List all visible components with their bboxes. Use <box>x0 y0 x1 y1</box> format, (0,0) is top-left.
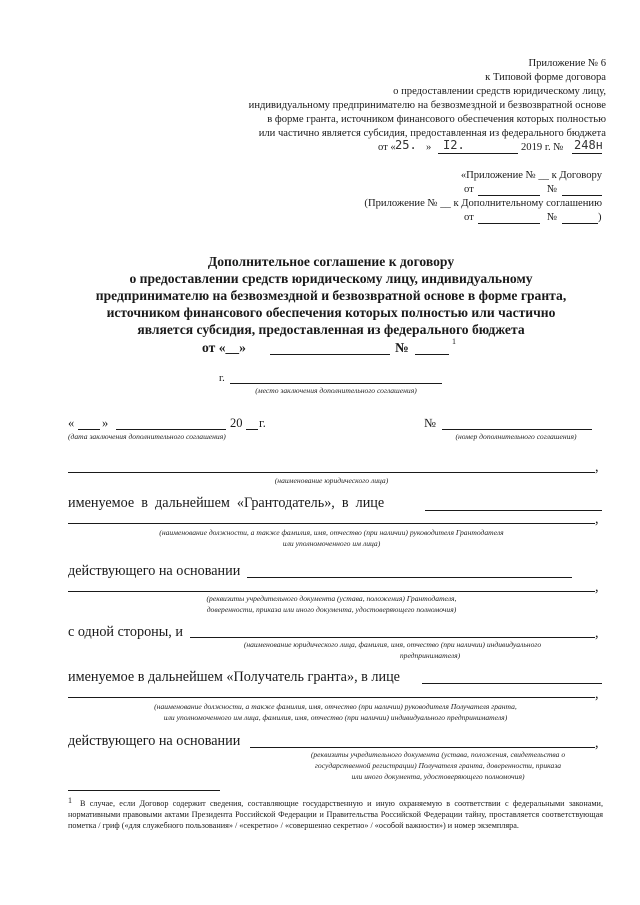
appendix-header-line: или частично является субсидия, предоставленная из федерального бюджета <box>258 128 606 139</box>
recipient-field[interactable] <box>190 637 595 638</box>
title-line: предпринимателю на безвозмездной и безвозвратной основе в форме гранта, <box>95 288 567 303</box>
footnote-separator <box>68 790 220 791</box>
place-caption: (место заключения дополнительного соглашения) <box>255 386 417 395</box>
one-side-label: с одной стороны, и <box>68 624 183 640</box>
order-date-mid: » <box>426 142 432 153</box>
grantor-rep-caption: или уполномоченного им лица) <box>282 539 381 548</box>
footnote-mark: 1 <box>68 796 72 805</box>
grantor-basis-inline-field[interactable] <box>247 577 572 578</box>
appendix-header-line: к Типовой форме договора <box>485 72 606 83</box>
date-day-field[interactable] <box>78 429 100 430</box>
appendix-number: Приложение № 6 <box>528 58 606 69</box>
contract-ref-number-label: № <box>547 184 558 195</box>
order-date-prefix: от « <box>378 142 396 153</box>
date-close-quote: » <box>102 416 109 430</box>
title-date-prefix: от «__» <box>202 340 246 355</box>
legal-entity-caption: (наименование юридического лица) <box>274 476 389 485</box>
contract-ref-date-field[interactable] <box>478 195 540 196</box>
order-date-year: 2019 г. № <box>521 142 564 153</box>
order-number: 248н <box>574 138 603 152</box>
title-number-label: № <box>395 340 409 355</box>
recipient-rep-caption: (наименование должности, а также фамилия, имя, отчество (при наличии) руководителя Получателя гранта, <box>154 702 517 711</box>
order-date-underline <box>438 153 518 154</box>
title-number-field[interactable] <box>415 354 449 355</box>
title-line: Дополнительное соглашение к договору <box>207 254 455 269</box>
footnote-reference: 1 <box>452 337 456 346</box>
order-number-underline <box>572 153 602 154</box>
agreement-number-field[interactable] <box>442 429 592 430</box>
recipient-docs-caption: или иного документа, удостоверяющего полномочия) <box>351 772 525 781</box>
agreement-number-caption: (номер дополнительного соглашения) <box>455 432 577 441</box>
recipient-docs-caption: (реквизиты учредительного документа (устава, положения, свидетельства о <box>310 750 566 759</box>
title-line: о предоставлении средств юридическому лицу, индивидуальному <box>129 271 533 286</box>
grantor-docs-caption: (реквизиты учредительного документа (устава, положения) Грантодателя, <box>206 594 457 603</box>
title-line: является субсидия, предоставленная из федерального бюджета <box>137 322 525 337</box>
comma: , <box>595 686 599 702</box>
appendix-header-line: в форме гранта, источником финансового обеспечения которых полностью <box>267 114 606 125</box>
recipient-caption: (наименование юридического лица, фамилия, имя, отчество (при наличии) индивидуального <box>243 640 542 649</box>
recipient-basis-field[interactable] <box>250 747 595 748</box>
comma: , <box>595 625 599 641</box>
title-line: источником финансового обеспечения которых полностью или частично <box>106 305 556 320</box>
order-date-day: 25. <box>395 138 417 152</box>
comma: , <box>595 511 599 527</box>
place-prefix: г. <box>219 373 225 384</box>
supplementary-ref-number-field[interactable] <box>562 223 598 224</box>
comma: , <box>595 579 599 595</box>
recipient-text: именуемое в дальнейшем «Получатель гранта», в лице <box>68 669 400 685</box>
contract-ref-number-field[interactable] <box>562 195 602 196</box>
date-year-suffix: г. <box>259 416 266 430</box>
acting-basis-label: действующего на основании <box>68 563 241 579</box>
title-date-field[interactable] <box>270 354 390 355</box>
date-open-quote: « <box>68 416 75 430</box>
recipient-rep-inline-field[interactable] <box>422 683 602 684</box>
date-year-field[interactable] <box>246 429 258 430</box>
order-date-month: I2. <box>443 138 465 152</box>
supplementary-ref-date-field[interactable] <box>478 223 540 224</box>
grantor-basis-field[interactable] <box>68 591 595 592</box>
legal-entity-field[interactable] <box>68 472 595 473</box>
supplementary-ref-close: ) <box>598 212 602 223</box>
place-field[interactable] <box>230 383 442 384</box>
recipient-rep-caption: или уполномоченного им лица, фамилия, имя, отчество (при наличии) индивидуального предпринимателя) <box>163 713 508 722</box>
recipient-rep-field[interactable] <box>68 697 595 698</box>
grantor-rep-caption: (наименование должности, а также фамилия, имя, отчество (при наличии) руководителя Грантодателя <box>159 528 504 537</box>
acting-basis-label: действующего на основании <box>68 733 241 749</box>
date-year-prefix: 20 <box>230 416 243 430</box>
appendix-header-line: индивидуальному предпринимателю на безвозмездной и безвозвратной основе <box>248 100 606 111</box>
agreement-number-label: № <box>424 416 436 430</box>
grantor-rep-inline-field[interactable] <box>425 510 602 511</box>
recipient-caption: предпринимателя) <box>399 651 461 660</box>
grantor-rep-field[interactable] <box>68 523 595 524</box>
comma: , <box>595 459 599 475</box>
comma: , <box>595 735 599 751</box>
grantor-docs-caption: доверенности, приказа или иного документа, удостоверяющего полномочия) <box>206 605 457 614</box>
date-caption: (дата заключения дополнительного соглашения) <box>68 432 226 441</box>
appendix-header-line: о предоставлении средств юридическому лицу, <box>393 86 606 97</box>
supplementary-ref-number-label: № <box>547 212 558 223</box>
supplementary-ref-date-prefix: от <box>464 212 474 223</box>
contract-ref-date-prefix: от <box>464 184 474 195</box>
footnote-text: В случае, если Договор содержит сведения, составляющие государственную и иную охраняемую в соответствии с федеральными законами, нормативными правовыми актами Президента Российской Федерации и Правительства Российской Федерации тайну, проставляется соответствующая пометка / гриф («для служебного пользования» / «секретно» / «совершенно секретно» / «особой важности») и номер экземпляра. <box>68 799 603 831</box>
grantor-text: именуемое в дальнейшем «Грантодатель», в лице <box>68 495 385 511</box>
recipient-docs-caption: государственной регистрации) Получателя гранта, доверенности, приказа <box>314 761 562 770</box>
supplementary-ref: (Приложение № __ к Дополнительному соглашению <box>364 198 602 209</box>
date-month-field[interactable] <box>116 429 226 430</box>
contract-ref: «Приложение № __ к Договору <box>460 170 602 181</box>
